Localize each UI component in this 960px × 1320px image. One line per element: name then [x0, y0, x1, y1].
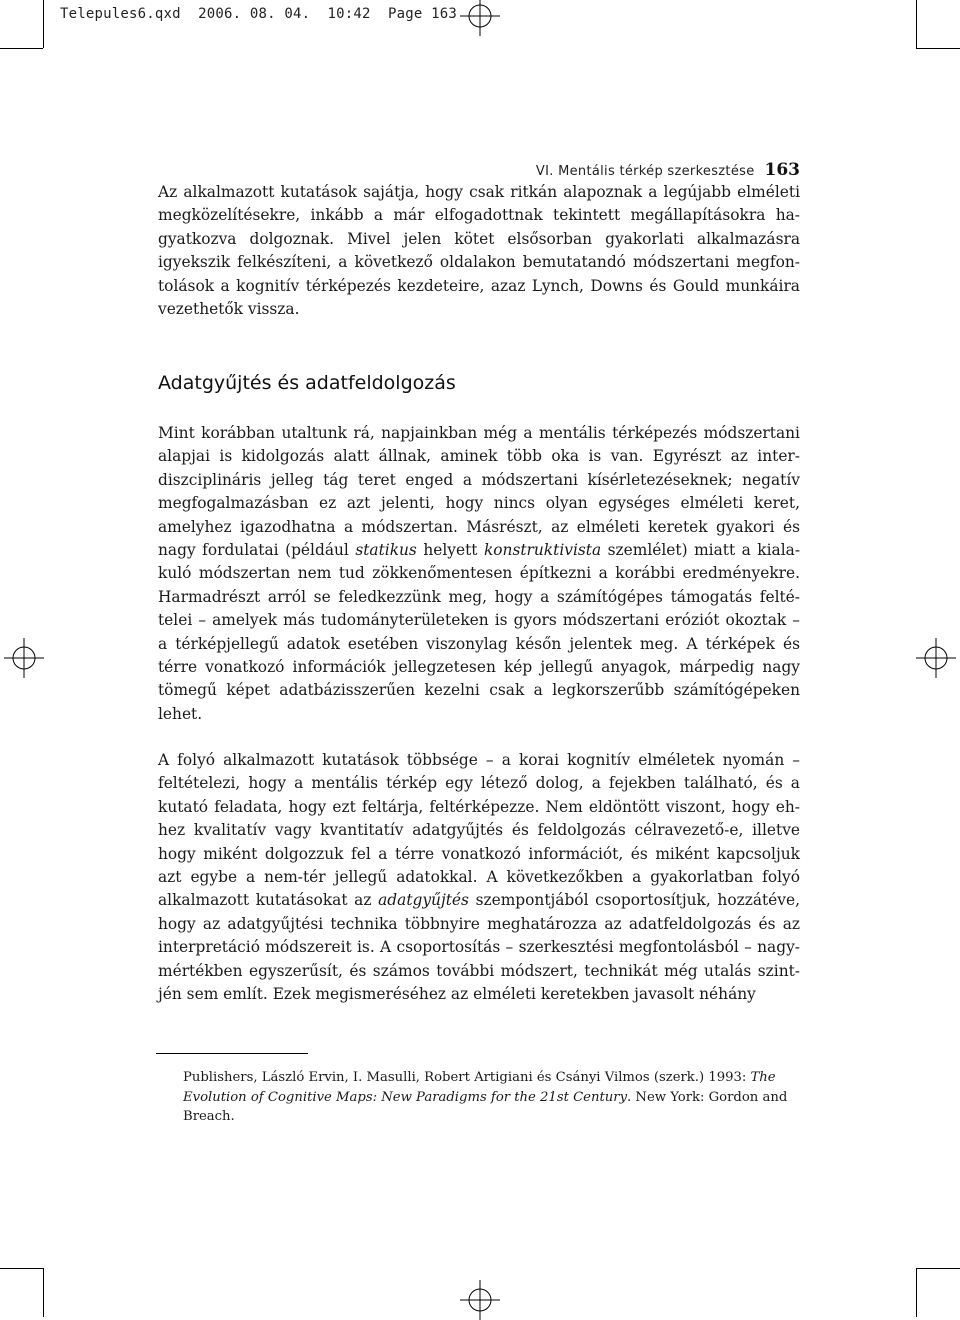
footnote-text: Publishers, László Ervin, I. Masulli, Robert Artigiani és Csányi Vilmos (szerk.) 1993:	[183, 1070, 751, 1085]
registration-mark-right-icon	[916, 638, 956, 678]
crop-mark-top-right	[916, 0, 917, 48]
crop-mark-bottom-left-h	[0, 1268, 43, 1269]
footnote-text: . New York: Gordon and Breach.	[183, 1089, 788, 1124]
crop-mark-top-left-h	[0, 48, 43, 49]
slug-line	[60, 6, 457, 22]
slug-time: 10:42	[327, 6, 371, 22]
paragraph-text: szempontjából csoportosítjuk, hozzátéve, hogy az adatgyűjtési technika többnyire meghatározza az adatfeldolgozás és az interpretáció módszereit is. A csoportosítás – szerkesztési megfontolásból – nagymértékben egyszerűsít, és számos további módszert, technikát még utalás szintjén sem említ. Ezek megismeréséhez az elméleti keretekben javasolt néhány	[158, 891, 800, 1004]
footnote-title: The Evolution of Cognitive Maps: New Paradigms for the 21st Century	[183, 1070, 776, 1105]
paragraph-text: helyett	[416, 541, 484, 560]
paragraph-intro: Az alkalmazott kutatások sajátja, hogy csak ritkán alapoznak a legújabb elméleti megközelítésekre, inkább a már elfogadottnak tekintett megállapításokra hagyatkozva dolgoznak. Mivel jelen kötet elsősorban gyakorlati alkalmazásra igyekszik felkészíteni, a következő oldalakon bemutatandó módszertani megfontolások a kognitív térképezés kezdeteire, azaz Lynch, Downs és Gould munkáira vezethetők vissza.	[158, 183, 800, 319]
registration-mark-bottom-icon	[460, 1280, 500, 1320]
crop-mark-bottom-left	[43, 1268, 44, 1317]
running-head-section: VI. Mentális térkép szerkesztése	[535, 164, 755, 179]
slug-date: 2006. 08. 04.	[198, 6, 311, 22]
section-heading: Adatgyűjtés és adatfeldolgozás	[158, 372, 456, 394]
paragraph-text: Mint korábban utaltunk rá, napjainkban még a mentális térképezés módszertani alapjai is kidolgozás alatt állnak, aminek több oka is van. Egyrészt az interdiszciplináris jelleg tág teret enged a módszertani kísérletezéseknek; negatív megfogalmazásban ez azt jelenti, hogy nincs olyan egységes elméleti keret, amelyhez igazodhatna a módszertan. Másrészt, az elméleti keretek gyakori és nagy fordulatai (például	[158, 424, 800, 560]
registration-mark-top-icon	[460, 0, 500, 36]
paragraph-data-collection	[158, 422, 800, 726]
paragraph-text: szemlélet) miatt a kialakuló módszertan nem tud zökkenőmentesen építkezni a korábbi eredményekre. Harmadrészt arról se feledkezzünk meg, hogy a számítógépes támogatás feltételei – amelyek más tudományterületeken is gyors módszertani eróziót okoztak – a térképjellegű adatok esetében viszonylag későn jelentek meg. A térképek és térre vonatkozó információk jellegzetesen kép jellegű anyagok, márpedig nagy tömegű képet adatbázisszerűen kezelni csak a legkorszerűbb számítógépeken lehet.	[158, 541, 801, 723]
running-head	[536, 160, 800, 180]
crop-mark-bottom-right	[916, 1268, 917, 1317]
paragraph-applied-research	[158, 749, 800, 1006]
emphasis-term: konstruktivista	[483, 541, 602, 560]
crop-mark-top-right-h	[916, 48, 960, 49]
slug-page: Page 163	[387, 6, 457, 22]
crop-mark-top-left	[43, 0, 44, 48]
paragraph-text: A folyó alkalmazott kutatások többsége – a korai kognitív elméletek nyomán – feltételezi, hogy a mentális térkép egy létező dolog, a fejekben található, és a kutató feladata, hogy ezt feltárja, feltérképezze. Nem eldöntött viszont, hogy ehhez kvalitatív vagy kvantitatív adatgyűjtés és feldolgozás célravezető-e, illetve hogy miként dolgozzuk fel a térre vonatkozó információt, és miként kapcsoljuk azt egybe a nem-tér jellegű adatokkal. A következőkben a gyakorlatban folyó alkalmazott kutatásokat az	[158, 751, 800, 910]
page-number: 163	[764, 160, 800, 180]
registration-mark-left-icon	[4, 638, 44, 678]
emphasis-term: adatgyűjtés	[378, 891, 469, 910]
footnote	[183, 1068, 803, 1127]
footnote-divider	[156, 1053, 308, 1054]
emphasis-term: statikus	[355, 541, 417, 560]
crop-mark-bottom-right-h	[916, 1268, 960, 1269]
slug-file: Telepules6.qxd	[60, 6, 181, 22]
